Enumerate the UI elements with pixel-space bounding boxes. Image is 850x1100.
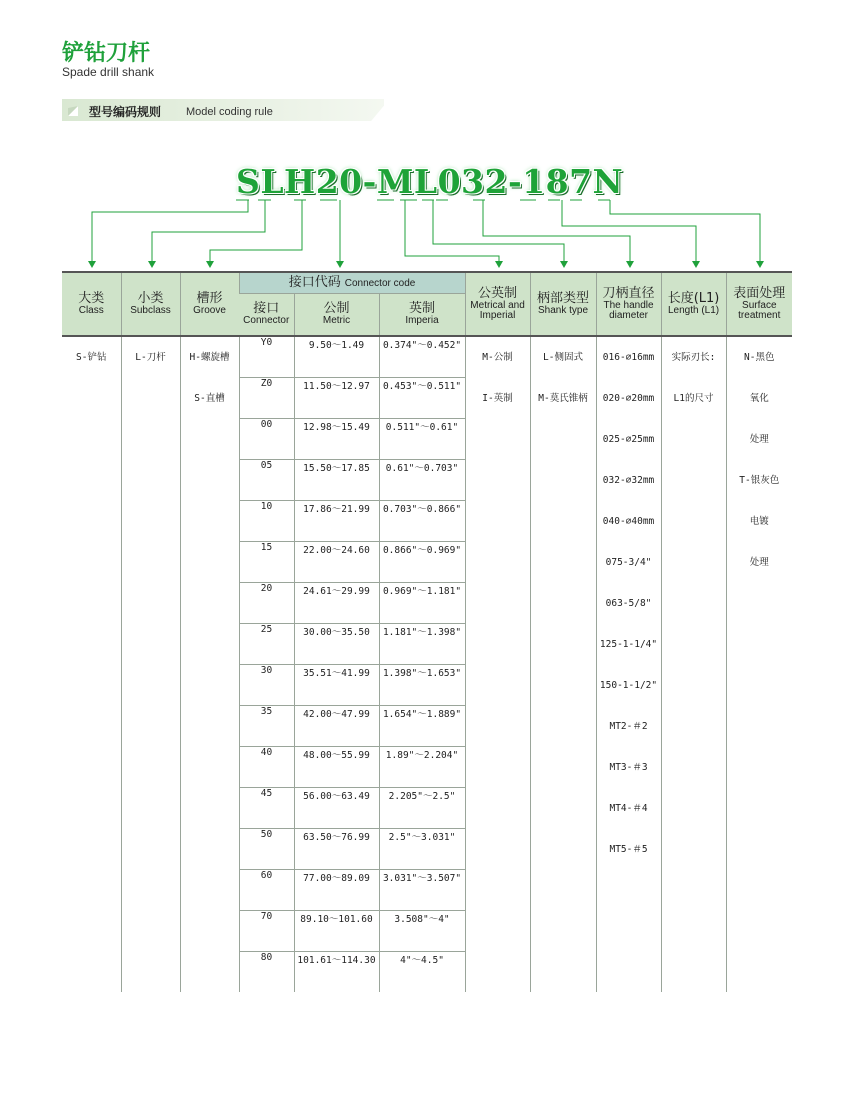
page-title: 铲钻刀杆: [62, 41, 151, 66]
header-class: 大类 Class: [62, 272, 121, 336]
handle-diameter-cell: [596, 336, 661, 992]
connector-metric-cell: 63.50～76.99: [294, 829, 379, 870]
connector-imperial-cell: 4"～4.5": [379, 952, 465, 993]
surface-cell-item: 处理: [749, 557, 769, 568]
connector-code-cell: 20: [239, 583, 294, 624]
shank-type-cell-item: L-侧固式: [543, 352, 583, 363]
model-code: SLH20-ML032-187N: [236, 162, 624, 201]
metrical-imperial-cell-item: I-英制: [482, 393, 513, 404]
handle-diameter-cell-item: 032-∅32mm: [602, 475, 655, 486]
connector-imperial-cell: 0.453"～0.511": [379, 378, 465, 419]
handle-diameter-cell-item: 075-3/4": [605, 557, 652, 568]
shank-type-cell-item: M-莫氏锥柄: [538, 393, 588, 404]
groove-cell-item: S-直槽: [194, 393, 225, 404]
connector-metric-cell: 48.00～55.99: [294, 747, 379, 788]
arrow-diameter: [483, 200, 630, 262]
arrow-class: [92, 200, 248, 262]
connector-imperial-cell: 1.398"～1.653": [379, 665, 465, 706]
handle-diameter-cell-item: 016-∅16mm: [602, 352, 655, 363]
connector-code-cell: 50: [239, 829, 294, 870]
header-imperial: 英制 Imperia: [379, 294, 465, 337]
connector-metric-cell: 11.50～12.97: [294, 378, 379, 419]
handle-diameter-cell-item: 025-∅25mm: [602, 434, 655, 445]
connector-metric-cell: 89.10～101.60: [294, 911, 379, 952]
connector-code-cell: Z0: [239, 378, 294, 419]
metrical-imperial-cell: [465, 336, 530, 992]
handle-diameter-cell-item: 150-1-1/2": [599, 680, 658, 691]
handle-diameter-cell-item: MT3-＃3: [609, 762, 648, 773]
handle-diameter-cell-item: 125-1-1/4": [599, 639, 658, 650]
header-shank-type: 柄部类型 Shank type: [530, 272, 596, 336]
header-metric: 公制 Metric: [294, 294, 379, 337]
connector-code-cell: 30: [239, 665, 294, 706]
groove-cell-item: H-螺旋槽: [189, 352, 230, 363]
length-cell-item: L1的尺寸: [673, 393, 714, 404]
class-cell: [62, 336, 121, 992]
header-groove: 槽形 Groove: [180, 272, 239, 336]
surface-cell-item: 处理: [749, 434, 769, 445]
connector-code-cell: 15: [239, 542, 294, 583]
connector-metric-cell: 12.98～15.49: [294, 419, 379, 460]
connector-imperial-cell: 0.866"～0.969": [379, 542, 465, 583]
subclass-cell-item: L-刀杆: [135, 352, 166, 363]
connector-imperial-cell: 0.61"～0.703": [379, 460, 465, 501]
connector-code-cell: Y0: [239, 336, 294, 378]
connector-metric-cell: 17.86～21.99: [294, 501, 379, 542]
section-title-en: Model coding rule: [186, 106, 273, 118]
arrow-groove: [210, 200, 302, 262]
connector-metric-cell: 24.61～29.99: [294, 583, 379, 624]
connector-imperial-cell: 3.031"～3.507": [379, 870, 465, 911]
length-cell-item: 实际刃长:: [671, 352, 716, 363]
surface-cell-item: 氧化: [749, 393, 769, 404]
connector-code-cell: 25: [239, 624, 294, 665]
connector-code-cell: 60: [239, 870, 294, 911]
arrow-metric-imperial: [405, 200, 499, 262]
groove-cell: [180, 336, 239, 992]
surface-cell: [726, 336, 792, 992]
header-metrical-imperial: 公英制 Metrical and Imperial: [465, 272, 530, 336]
connector-metric-cell: 9.50～1.49: [294, 336, 379, 378]
connector-imperial-cell: 1.89"～2.204": [379, 747, 465, 788]
connector-code-cell: 45: [239, 788, 294, 829]
connector-code-cell: 70: [239, 911, 294, 952]
class-cell-item: S-铲钻: [76, 352, 107, 363]
surface-cell-item: T-银灰色: [739, 475, 780, 486]
code-arrows: [0, 0, 850, 280]
connector-metric-cell: 56.00～63.49: [294, 788, 379, 829]
handle-diameter-cell-item: 063-5/8": [605, 598, 652, 609]
connector-metric-cell: 30.00～35.50: [294, 624, 379, 665]
connector-imperial-cell: 0.703"～0.866": [379, 501, 465, 542]
connector-imperial-cell: 0.511"～0.61": [379, 419, 465, 460]
connector-code-cell: 05: [239, 460, 294, 501]
connector-imperial-cell: 2.5"～3.031": [379, 829, 465, 870]
header-handle-diameter: 刀柄直径 The handle diameter: [596, 272, 661, 336]
connector-code-cell: 35: [239, 706, 294, 747]
metrical-imperial-cell-item: M-公制: [482, 352, 513, 363]
table-row: [62, 336, 792, 378]
connector-metric-cell: 42.00～47.99: [294, 706, 379, 747]
length-cell: [661, 336, 726, 992]
connector-imperial-cell: 3.508"～4": [379, 911, 465, 952]
connector-metric-cell: 77.00～89.09: [294, 870, 379, 911]
handle-diameter-cell-item: 020-∅20mm: [602, 393, 655, 404]
model-coding-table: [62, 271, 792, 992]
header-surface: 表面处理 Surface treatment: [726, 272, 792, 336]
connector-imperial-cell: 0.969"～1.181": [379, 583, 465, 624]
connector-code-cell: 40: [239, 747, 294, 788]
page-subtitle: Spade drill shank: [62, 65, 155, 79]
header-length: 长度(L1) Length (L1): [661, 272, 726, 336]
header-connector-group: 接口代码 Connector code: [239, 272, 465, 294]
subclass-cell: [121, 336, 180, 992]
handle-diameter-cell-item: MT2-＃2: [609, 721, 648, 732]
arrow-length: [562, 200, 696, 262]
arrow-shank-type: [433, 200, 564, 262]
header-subclass: 小类 Subclass: [121, 272, 180, 336]
connector-code-cell: 00: [239, 419, 294, 460]
connector-code-cell: 80: [239, 952, 294, 993]
connector-metric-cell: 35.51～41.99: [294, 665, 379, 706]
connector-code-cell: 10: [239, 501, 294, 542]
connector-imperial-cell: 0.374"～0.452": [379, 336, 465, 378]
header-connector: 接口 Connector: [239, 294, 294, 337]
connector-imperial-cell: 1.181"～1.398": [379, 624, 465, 665]
arrow-surface: [610, 200, 760, 262]
connector-imperial-cell: 2.205"～2.5": [379, 788, 465, 829]
surface-cell-item: N-黑色: [744, 352, 775, 363]
connector-metric-cell: 22.00～24.60: [294, 542, 379, 583]
surface-cell-item: 电镀: [749, 516, 769, 527]
connector-metric-cell: 101.61～114.30: [294, 952, 379, 993]
shank-type-cell: [530, 336, 596, 992]
handle-diameter-cell-item: 040-∅40mm: [602, 516, 655, 527]
connector-metric-cell: 15.50～17.85: [294, 460, 379, 501]
handle-diameter-cell-item: MT5-＃5: [609, 844, 648, 855]
handle-diameter-cell-item: MT4-＃4: [609, 803, 648, 814]
connector-imperial-cell: 1.654"～1.889": [379, 706, 465, 747]
section-title: 型号编码规则: [89, 105, 162, 119]
